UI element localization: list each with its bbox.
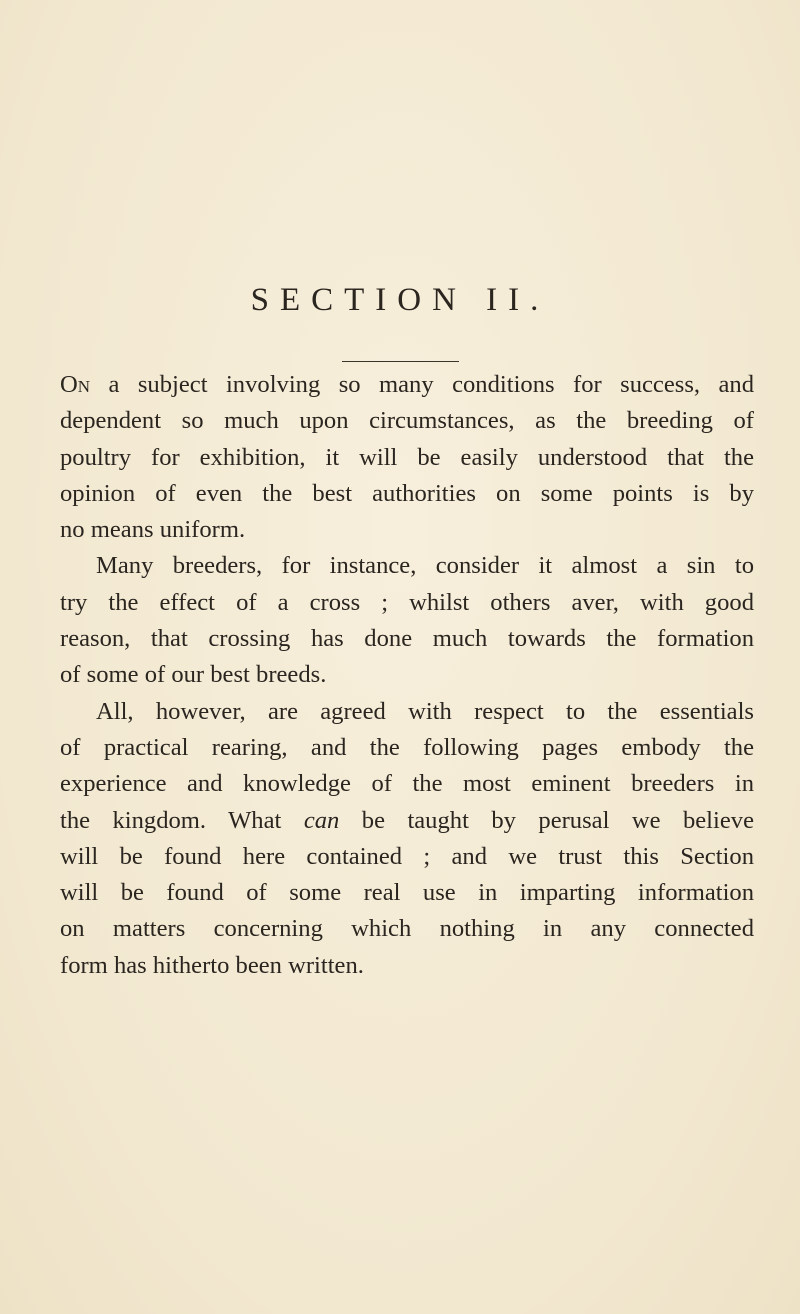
paragraph-2-line-1: Many breeders, for instance, consider it almost a sin to — [96, 552, 754, 580]
line-end: be taught by perusal we believe — [361, 806, 754, 834]
line-text: a subject involving so many conditions for success, and — [108, 371, 754, 398]
italic-word: can — [303, 806, 340, 834]
paragraph-3-line-3: experience and knowledge of the most eminent breeders in — [60, 770, 754, 798]
paragraph-3-line-2: of practical rearing, and the following pages embody the — [60, 733, 754, 761]
line-word: What — [228, 806, 282, 834]
paragraph-1-line-1 — [60, 367, 754, 403]
paragraph-3-line-4 — [60, 803, 754, 839]
paragraph-2-line-4: of some of our best breeds. — [60, 661, 327, 689]
paragraph-2-line-3: reason, that crossing has done much towards the formation — [60, 625, 754, 653]
paragraph-3-line-7: on matters concerning which nothing in any connected — [60, 915, 754, 943]
paragraph-3-line-5: will be found here contained ; and we trust this Section — [60, 842, 754, 870]
paragraph-2 — [60, 548, 754, 693]
paragraph-1-line-3: poultry for exhibition, it will be easily understood that the — [60, 443, 754, 471]
paragraph-1-line-4: opinion of even the best authorities on some points is by — [60, 479, 754, 507]
section-heading: SECTION II. — [250, 282, 550, 318]
paragraph-1-line-5: no means uniform. — [60, 516, 246, 544]
paragraph-1 — [60, 367, 754, 548]
paragraph-2-line-2: try the effect of a cross ; whilst others aver, with good — [60, 588, 754, 616]
heading-rule — [342, 361, 459, 362]
line-start: the kingdom. — [60, 806, 207, 834]
paragraph-3 — [60, 694, 754, 984]
body-text — [60, 367, 754, 984]
paragraph-1-line-2: dependent so much upon circumstances, as the breeding of — [60, 407, 754, 435]
paragraph-3-line-6: will be found of some real use in imparting information — [60, 879, 754, 907]
paragraph-3-line-1: All, however, are agreed with respect to the essentials — [96, 697, 754, 725]
paragraph-3-line-8: form has hitherto been written. — [60, 951, 364, 979]
drop-word: On — [60, 371, 91, 398]
